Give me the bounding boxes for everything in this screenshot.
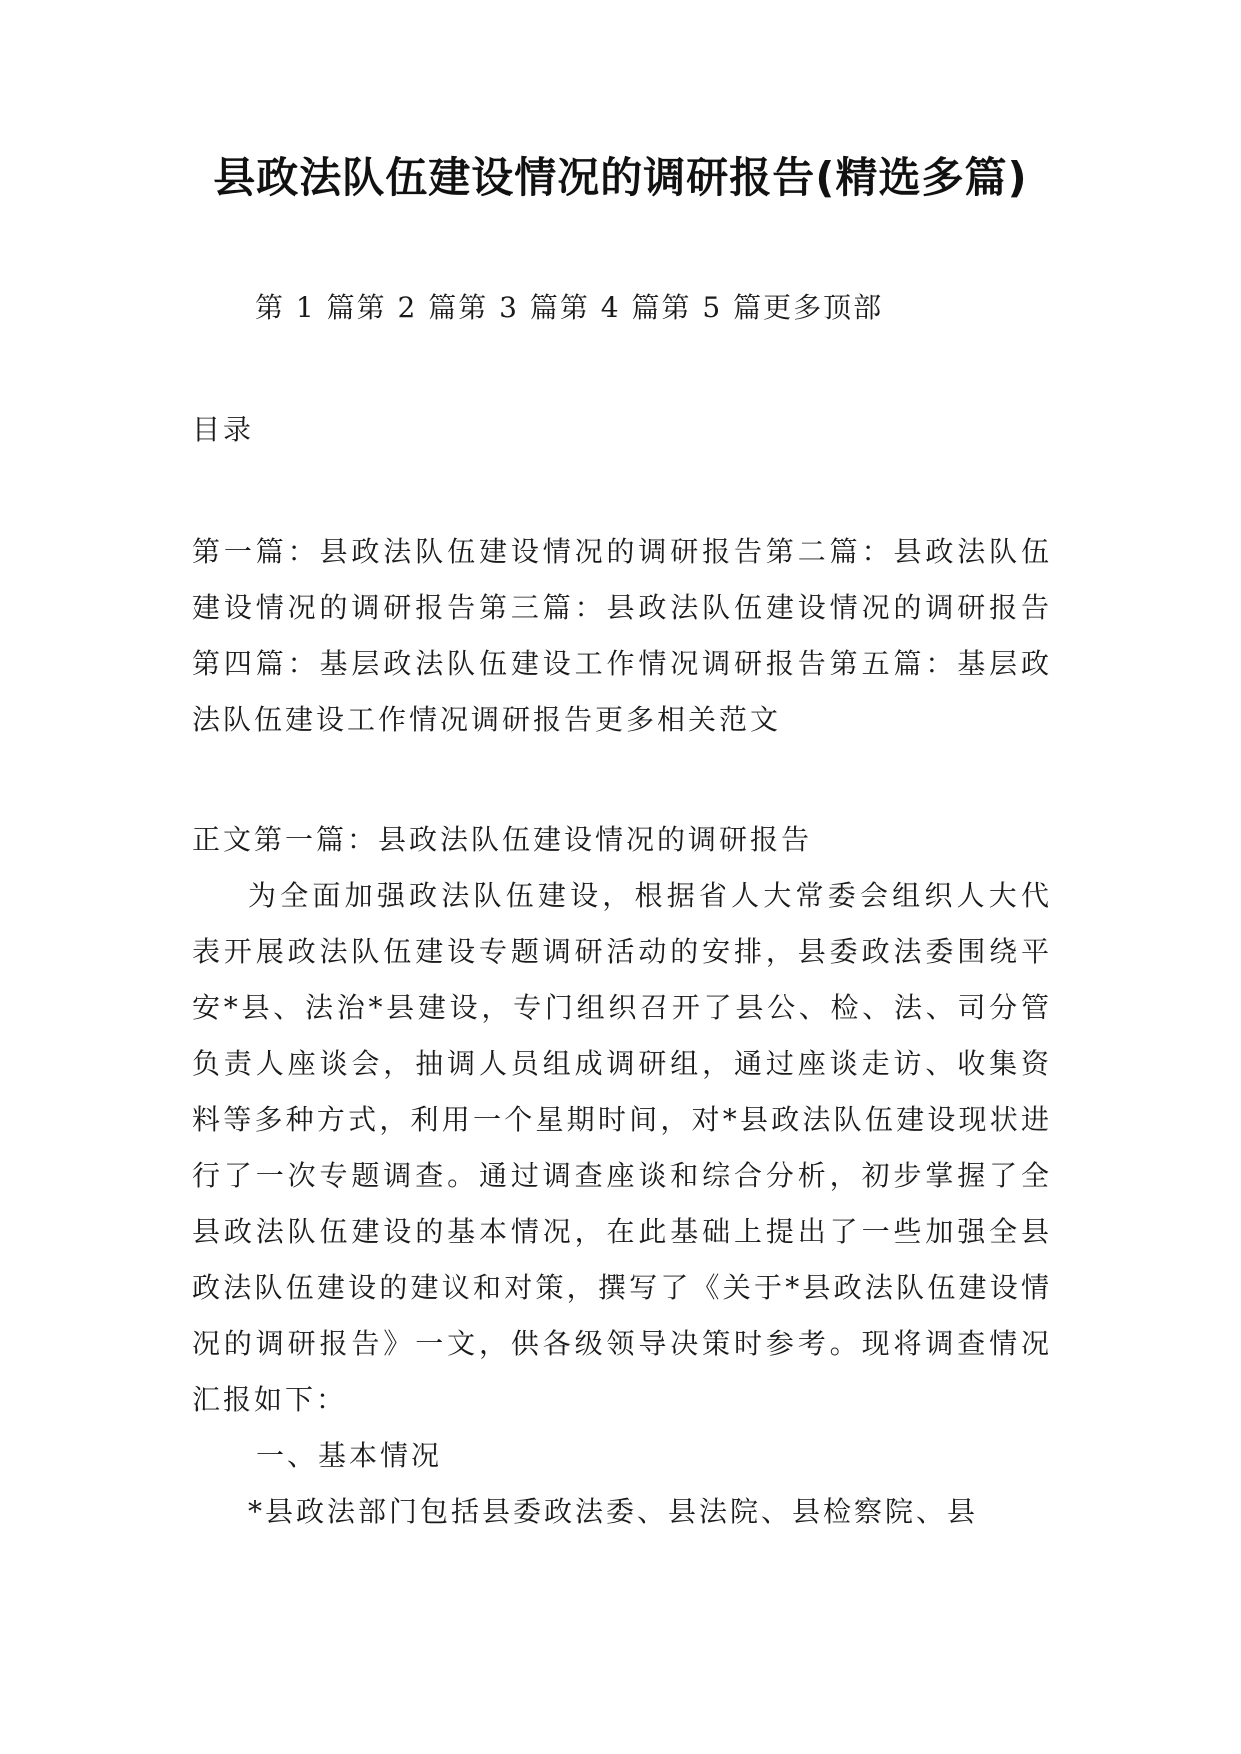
toc-list: 第一篇：县政法队伍建设情况的调研报告第二篇：县政法队伍建设情况的调研报告第三篇：县政法队伍建设情况的调研报告第四篇：基层政法队伍建设工作情况调研报告第五篇：基层政法队伍建设工作情况调研报告更多相关范文 [192,535,1052,736]
toc-heading: 目录 [192,413,255,446]
nav-link-top[interactable]: 顶部 [823,291,884,324]
body-content [192,812,1052,1540]
nav-link-article-5[interactable]: 第 5 篇 [661,291,764,324]
nav-link-article-2[interactable]: 第 2 篇 [356,291,459,324]
nav-link-article-1[interactable]: 第 1 篇 [255,291,357,324]
body-heading: 正文第一篇：县政法队伍建设情况的调研报告 [192,823,813,856]
body-paragraph: 为全面加强政法队伍建设，根据省人大常委会组织人大代表开展政法队伍建设专题调研活动的安排，县委政法委围绕平安*县、法治*县建设，专门组织召开了县公、检、法、司分管负责人座谈会，抽调人员组成调研组，通过座谈走访、收集资料等多种方式，利用一个星期时间，对*县政法队伍建设现状进行了一次专题调查。通过调查座谈和综合分析，初步掌握了全县政法队伍建设的基本情况，在此基础上提出了一些加强全县政法队伍建设的建议和对策，撰写了《关于*县政法队伍建设情况的调研报告》一文，供各级领导决策时参考。现将调查情况汇报如下： [192,879,1052,1416]
nav-link-article-4[interactable]: 第 4 篇 [559,291,662,324]
body-paragraph: *县政法部门包括县委政法委、县法院、县检察院、县 [248,1495,979,1528]
document-title: 县政法队伍建设情况的调研报告(精选多篇) [213,153,1028,202]
section-heading: 一、基本情况 [256,1439,443,1472]
nav-link-more[interactable]: 更多 [763,291,824,324]
nav-link-article-3[interactable]: 第 3 篇 [458,291,560,324]
article-navigation [255,288,883,328]
